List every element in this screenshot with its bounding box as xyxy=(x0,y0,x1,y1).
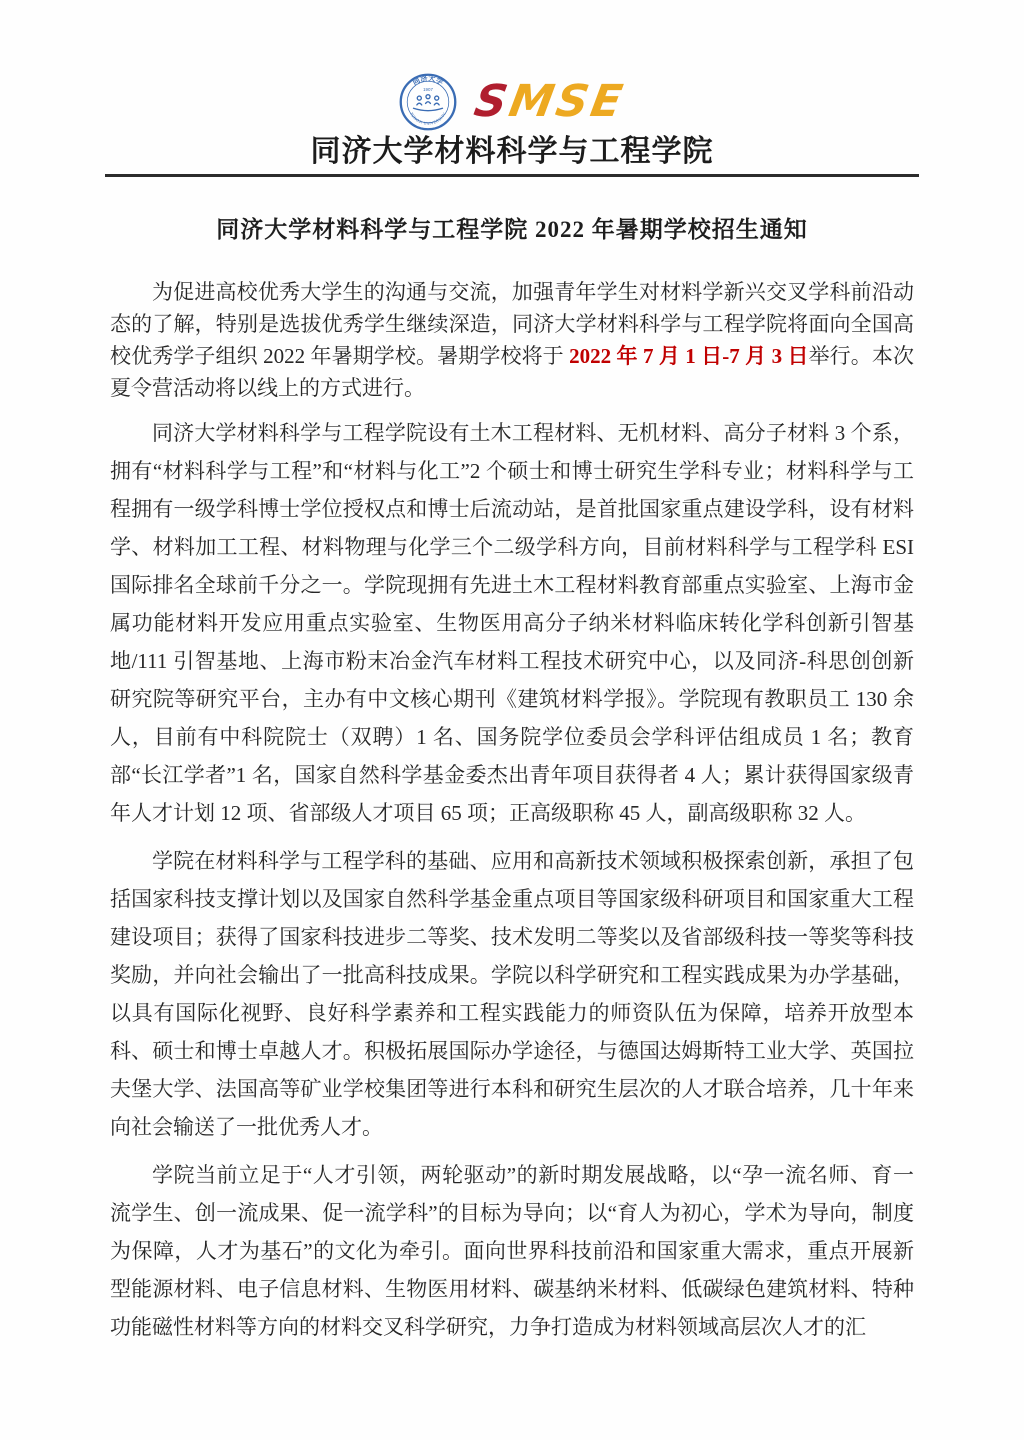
paragraph-text: 同济大学材料科学与工程学院设有土木工程材料、无机材料、高分子材料 3 个系，拥有“材料科学与工程”和“材料与化工”2 个硕士和博士研究生学科专业；材料科学与工程拥有一级学科博士学位授权点和博士后流动站，是首批国家重点建设学科，设有材料学、材料加工工程、材料物理与化学三个二级学科方向，目前材料科学与工程学科 ESI 国际排名全球前千分之一。学院现拥有先进土木工程材料教育部重点实验室、上海市金属功能材料开发应用重点实验室、生物医用高分子纳米材料临床转化学科创新引智基地/111 引智基地、上海市粉末冶金汽车材料工程技术研究中心，以及同济-科思创创新研究院等研究平台，主办有中文核心期刊《建筑材料学报》。学院现有教职员工 130 余人，目前有中科院院士（双聘）1 名、国务院学位委员会学科评估组成员 1 名；教育部“长江学者”1 名，国家自然科学基金委杰出青年项目获得者 4 人；累计获得国家级青年人才计划 12 项、省部级人才项目 65 项；正高级职称 45 人，副高级职称 32 人。 xyxy=(110,421,914,825)
paragraph xyxy=(110,276,914,404)
svg-text:1907: 1907 xyxy=(423,86,434,92)
paragraph-text: 学院在材料科学与工程学科的基础、应用和高新技术领域积极探索创新，承担了包括国家科技支撑计划以及国家自然科学基金重点项目等国家级科研项目和国家重大工程建设项目；获得了国家科技进步二等奖、技术发明二等奖以及省部级科技一等奖等科技奖励，并向社会输出了一批高科技成果。学院以科学研究和工程实践成果为办学基础，以具有国际化视野、良好科学素养和工程实践能力的师资队伍为保障，培养开放型本科、硕士和博士卓越人才。积极拓展国际办学途径，与德国达姆斯特工业大学、英国拉夫堡大学、法国高等矿业学校集团等进行本科和研究生层次的人才联合培养，几十年来向社会输送了一批优秀人才。 xyxy=(110,849,914,1139)
paragraph-text: 为促进高校优秀大学生的沟通与交流，加强青年学生对材料学新兴交叉学科前沿动态的了解，特别是选拔优秀学生继续深造，同济大学材料科学与工程学院将面向全国高校优秀学子组织 2022 年暑期学校。暑期学校将于 xyxy=(110,280,914,368)
school-name-heading: 同济大学材料科学与工程学院 xyxy=(310,135,714,168)
wordmark-letter: M xyxy=(505,76,562,127)
logo-row xyxy=(0,72,1024,132)
paragraph xyxy=(110,842,914,1146)
rowers-glyph xyxy=(414,95,443,111)
event-date-highlight: 2022 年 7 月 1 日-7 月 3 日 xyxy=(569,344,809,368)
smse-wordmark-logo xyxy=(470,73,629,131)
paragraph xyxy=(110,1156,914,1346)
svg-text:同济大学: 同济大学 xyxy=(411,73,446,87)
wordmark-letter: E xyxy=(587,76,630,127)
wordmark-letter: S xyxy=(470,76,515,127)
paragraph-text: 举行。本次夏令营活动将以线上的方式进行。 xyxy=(110,344,915,400)
header-divider xyxy=(105,174,919,177)
tongji-university-seal-icon xyxy=(399,73,457,131)
paragraph-text: 学院当前立足于“人才引领，两轮驱动”的新时期发展战略，以“孕一流名师、育一流学生、创一流成果、促一流学科”的目标为导向；以“育人为初心，学术为导向，制度为保障，人才为基石”的文化为牵引。面向世界科技前沿和国家重大需求，重点开展新型能源材料、电子信息材料、生物医用材料、碳基纳米材料、低碳绿色建筑材料、特种功能磁性材料等方向的材料交叉科学研究，力争打造成为材料领域高层次人才的汇 xyxy=(110,1163,914,1339)
document-body xyxy=(110,276,914,1346)
wordmark-letter: S xyxy=(552,76,597,127)
document-title: 同济大学材料科学与工程学院 2022 年暑期学校招生通知 xyxy=(216,217,808,242)
svg-text:TONGJI UNIVERSITY: TONGJI UNIVERSITY xyxy=(409,111,448,126)
letterhead xyxy=(0,0,1024,177)
paragraph xyxy=(110,414,914,832)
